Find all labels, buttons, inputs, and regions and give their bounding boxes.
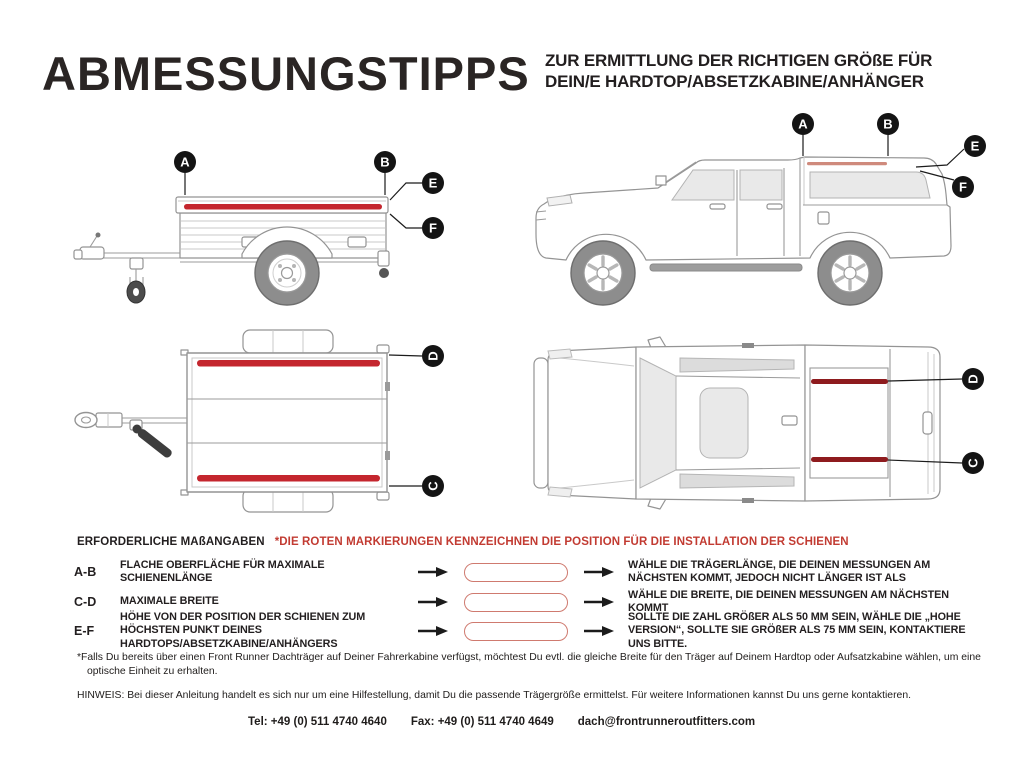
svg-text:C: C [965, 458, 981, 468]
arrow-right-icon [584, 567, 616, 577]
required-measurements-header [77, 536, 849, 548]
marker-c [962, 452, 984, 474]
marker-e [964, 135, 986, 157]
trailer-side-view-diagram [30, 125, 460, 320]
marker-d [962, 368, 984, 390]
svg-text:C: C [425, 481, 441, 491]
marker-f [952, 176, 974, 198]
rail-position-stripe [197, 360, 380, 367]
svg-text:E: E [428, 175, 438, 191]
page-subtitle [545, 50, 932, 92]
measurement-description: FLACHE OBERFLÄCHE FÜR MAXIMALE SCHIENENLÄNGE [120, 558, 325, 584]
measurement-id: A-B [74, 565, 97, 579]
marker-b [877, 113, 899, 135]
marker-c [422, 475, 444, 497]
arrow-right-icon [584, 626, 616, 636]
svg-text:D: D [965, 374, 981, 384]
arrow-right-icon [584, 597, 616, 607]
marker-d [422, 345, 444, 367]
measurement-id: E-F [74, 624, 95, 638]
arrow-right-icon [418, 567, 450, 577]
svg-text:B: B [883, 116, 893, 132]
svg-text:E: E [970, 138, 980, 154]
marker-e [422, 172, 444, 194]
measurement-description: HÖHE VON DER POSITION DER SCHIENEN ZUM HÖCHSTEN PUNKT DEINES HARDTOPS/ABSETZKABINE/ANHÄNGERS [120, 610, 366, 650]
trailer-top-view-diagram [40, 325, 470, 520]
measurement-id: C-D [74, 595, 97, 609]
rail-position-stripe [184, 204, 382, 210]
measurement-value-box [464, 593, 568, 612]
measurement-instruction: WÄHLE DIE BREITE, DIE DEINEN MESSUNGEN AM NÄCHSTEN KOMMT [628, 588, 949, 614]
marker-b [374, 151, 396, 173]
email-address: dach@frontrunneroutfitters.com [577, 716, 756, 728]
footnote: *Falls Du bereits über einen Front Runner Dachträger auf Deiner Fahrerkabine verfügst, möchtest Du evtl. die gleiche Breite für den Träger auf Deinem Hardtop oder Aufsatzkabine wählen, um eine optische Einheit zu erhalten. [77, 652, 981, 677]
page-subtitle-line2: DEIN/E HARDTOP/ABSETZKABINE/ANHÄNGER [545, 72, 924, 91]
phone-number: Tel: +49 (0) 511 4740 4640 [248, 716, 387, 728]
section-heading: ERFORDERLICHE MAßANGABEN [77, 536, 265, 548]
svg-text:D: D [425, 351, 441, 361]
measurement-row-ef [74, 610, 974, 650]
truck-top-view-diagram [530, 332, 1000, 514]
svg-text:A: A [180, 154, 190, 170]
fax-number: Fax: +49 (0) 511 4740 4649 [410, 716, 554, 728]
svg-text:F: F [959, 179, 967, 195]
measurement-description: MAXIMALE BREITE [120, 595, 219, 608]
page-subtitle-line1: ZUR ERMITTLUNG DER RICHTIGEN GRÖßE FÜR [545, 51, 933, 70]
canopy-rail-stripe [807, 162, 887, 165]
svg-text:F: F [429, 220, 437, 236]
rail-position-stripe [811, 379, 888, 384]
truck-side-view-diagram [520, 108, 1010, 313]
footer-contacts [248, 716, 755, 728]
measurement-row-ab [74, 558, 974, 586]
marker-a [792, 113, 814, 135]
measurement-instruction: WÄHLE DIE TRÄGERLÄNGE, DIE DEINEN MESSUNGEN AM NÄCHSTEN KOMMT, JEDOCH NICHT LÄNGER IST ALS [628, 558, 931, 584]
measurement-value-box [464, 563, 568, 582]
hint-note: HINWEIS: Bei dieser Anleitung handelt es sich nur um eine Hilfestellung, damit Du die passende Trägergröße ermittelst. Für weitere Informationen kannst Du uns gerne kontaktieren. [77, 690, 911, 701]
red-markings-note: *DIE ROTEN MARKIERUNGEN KENNZEICHNEN DIE POSITION FÜR DIE INSTALLATION DER SCHIENEN [274, 536, 849, 548]
marker-f [422, 217, 444, 239]
svg-text:B: B [380, 154, 390, 170]
svg-text:A: A [798, 116, 808, 132]
arrow-right-icon [418, 597, 450, 607]
measurement-instruction: SOLLTE DIE ZAHL GRÖßER ALS 50 MM SEIN, WÄHLE DIE „HOHE VERSION“, SOLLTE SIE GRÖßER ALS 75 MM SEIN, KONTAKTIERE UNS BITTE. [628, 610, 966, 650]
rail-position-stripe [811, 457, 888, 462]
rail-position-stripe [197, 475, 380, 482]
arrow-right-icon [418, 626, 450, 636]
marker-a [174, 151, 196, 173]
page-title: ABMESSUNGSTIPPS [42, 47, 530, 100]
measurement-value-box [464, 622, 568, 641]
